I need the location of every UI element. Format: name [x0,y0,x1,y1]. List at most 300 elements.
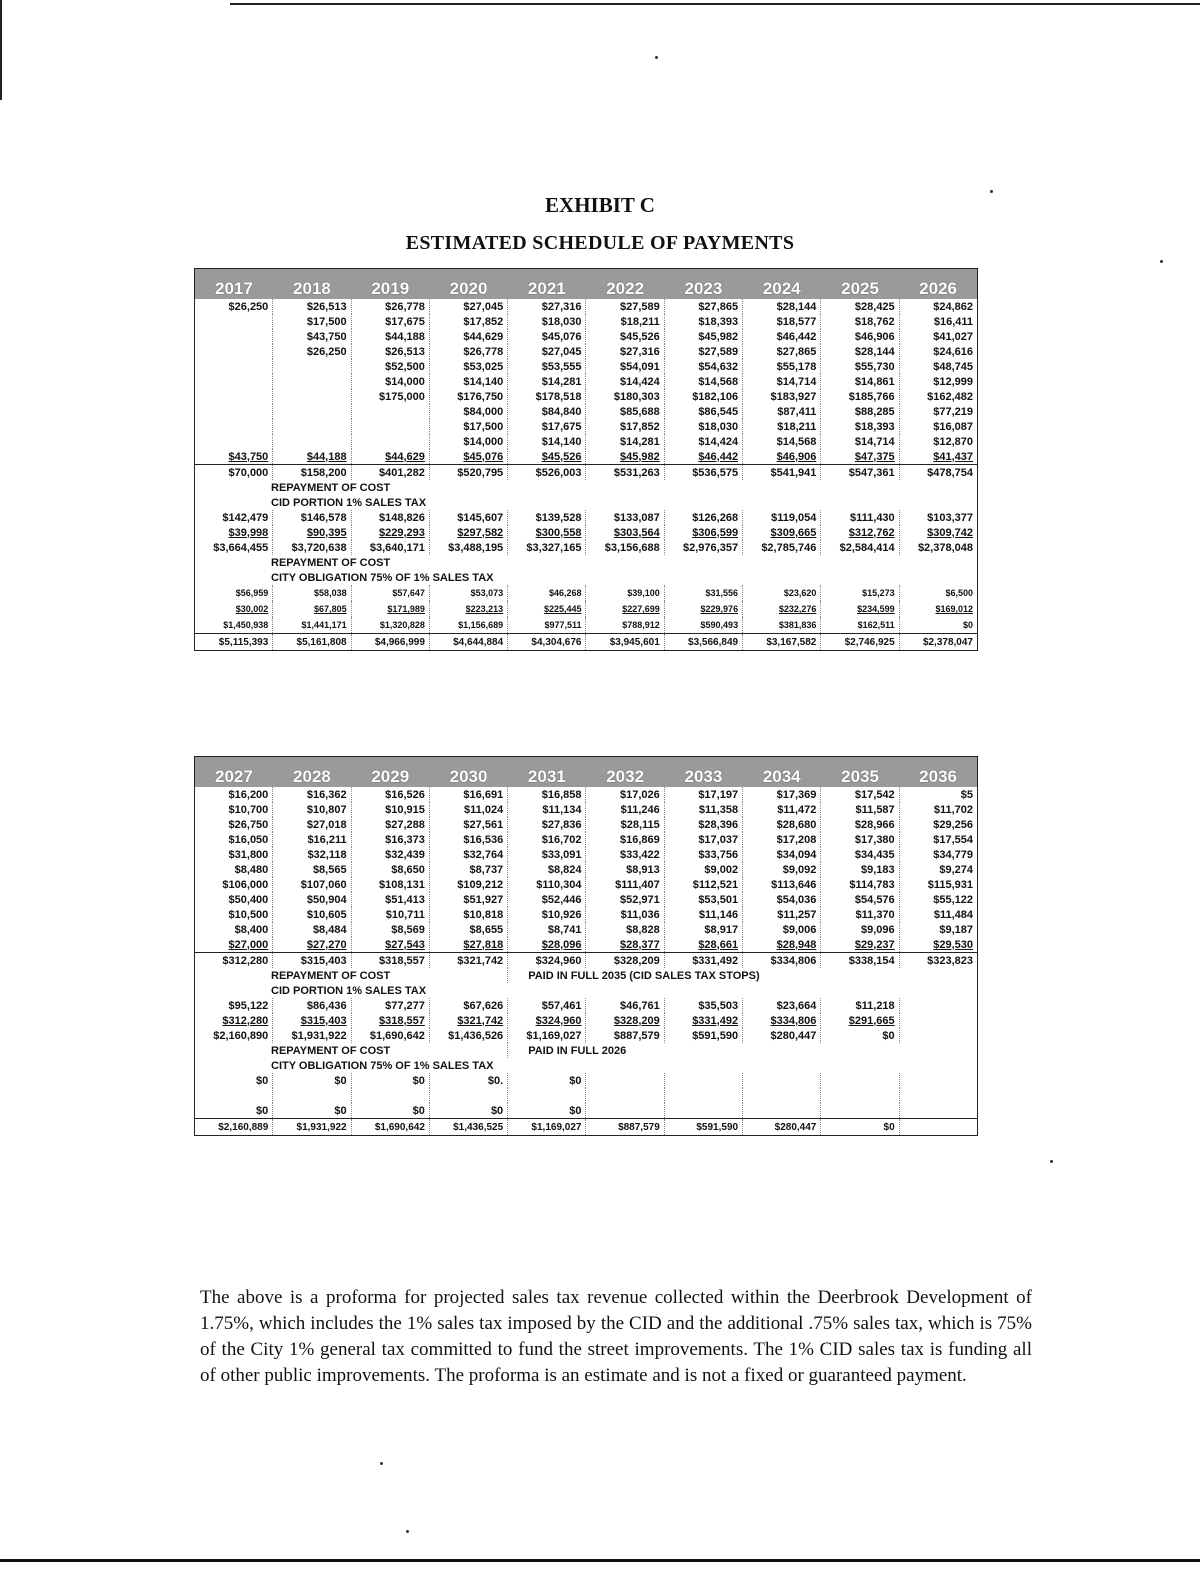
revenue-cell: $17,675 [351,314,429,329]
revenue-cell: $185,766 [821,389,899,404]
repayment-label-row [195,555,978,570]
revenue-cell: $26,513 [273,299,351,314]
city-cell: $15,273 [821,585,899,601]
cid-cell: $1,690,642 [351,1028,429,1043]
revenue-row [195,359,978,374]
balance-total-cell: $3,167,582 [743,634,821,651]
cid-cell: $146,578 [273,510,351,525]
year-header-cell: 2031 [508,757,586,788]
city-cell: $232,276 [743,601,821,617]
revenue-cell: $26,778 [429,344,507,359]
revenue-cell: $77,219 [899,404,977,419]
revenue-cell: $16,200 [195,787,273,802]
revenue-cell: $9,002 [664,862,742,877]
year-header-cell: 2035 [821,757,899,788]
revenue-cell: $52,971 [586,892,664,907]
revenue-cell: $29,256 [899,817,977,832]
balance-total-row [195,1119,978,1136]
revenue-cell: $84,000 [429,404,507,419]
cid-cell: $2,785,746 [743,540,821,555]
city-cell [743,1073,821,1088]
balance-total-cell: $1,436,525 [429,1119,507,1136]
cid-row [195,540,978,555]
cid-cell: $2,976,357 [664,540,742,555]
revenue-cell: $9,187 [899,922,977,937]
revenue-cell: $46,906 [743,449,821,465]
revenue-cell: $14,424 [586,374,664,389]
revenue-cell: $114,783 [821,877,899,892]
revenue-cell: $17,554 [899,832,977,847]
revenue-cell [195,314,273,329]
city-cell: $225,445 [508,601,586,617]
revenue-cell: $14,281 [508,374,586,389]
revenue-row [195,787,978,802]
revenue-row [195,374,978,389]
revenue-cell: $8,565 [273,862,351,877]
revenue-cell [273,389,351,404]
cid-cell: $77,277 [351,998,429,1013]
revenue-cell: $14,424 [664,434,742,449]
revenue-cell: $27,865 [743,344,821,359]
schedule-title: ESTIMATED SCHEDULE OF PAYMENTS [405,232,795,254]
revenue-cell: $175,000 [351,389,429,404]
revenue-cell: $9,096 [821,922,899,937]
revenue-cell: $182,106 [664,389,742,404]
revenue-cell: $14,568 [664,374,742,389]
year-header-cell: 2030 [429,757,507,788]
revenue-cell: $11,484 [899,907,977,922]
city-cell: $0 [195,1103,273,1119]
cid-cell: $591,590 [664,1028,742,1043]
city-cell: $169,012 [899,601,977,617]
revenue-cell: $11,134 [508,802,586,817]
revenue-cell: $84,840 [508,404,586,419]
city-cell: $0 [429,1103,507,1119]
revenue-cell: $18,762 [821,314,899,329]
annual-total-cell: $536,575 [664,465,742,481]
revenue-cell: $27,270 [273,937,351,953]
revenue-cell: $10,926 [508,907,586,922]
revenue-cell: $28,144 [821,344,899,359]
cid-cell: $324,960 [508,1013,586,1028]
city-row [195,617,978,634]
revenue-cell: $10,700 [195,802,273,817]
year-header-cell: 2028 [273,757,351,788]
revenue-cell: $51,413 [351,892,429,907]
annual-total-cell: $318,557 [351,953,429,969]
revenue-cell: $27,589 [586,299,664,314]
revenue-cell: $51,927 [429,892,507,907]
revenue-cell: $27,818 [429,937,507,953]
revenue-cell: $5 [899,787,977,802]
city-cell: $227,699 [586,601,664,617]
revenue-cell: $41,027 [899,329,977,344]
revenue-row [195,404,978,419]
revenue-cell: $176,750 [429,389,507,404]
balance-total-cell: $3,566,849 [664,634,742,651]
revenue-cell: $54,036 [743,892,821,907]
cid-cell: $57,461 [508,998,586,1013]
cid-cell: $306,599 [664,525,742,540]
revenue-cell: $26,778 [351,299,429,314]
revenue-cell: $16,536 [429,832,507,847]
city-cell: $171,989 [351,601,429,617]
revenue-cell: $26,750 [195,817,273,832]
city-cell: $0 [899,617,977,634]
year-header-cell: 2020 [429,269,507,300]
revenue-cell: $11,358 [664,802,742,817]
revenue-cell: $14,714 [821,434,899,449]
revenue-cell: $11,587 [821,802,899,817]
revenue-cell: $34,435 [821,847,899,862]
city-cell: $67,805 [273,601,351,617]
revenue-cell: $86,545 [664,404,742,419]
revenue-cell: $17,852 [429,314,507,329]
revenue-cell: $44,188 [351,329,429,344]
revenue-cell: $14,140 [508,434,586,449]
city-row [195,1103,978,1119]
balance-total-cell: $280,447 [743,1119,821,1136]
revenue-cell: $18,030 [664,419,742,434]
revenue-cell: $26,513 [351,344,429,359]
cid-cell: $1,931,922 [273,1028,351,1043]
balance-total-cell: $5,115,393 [195,634,273,651]
scan-speck [380,1462,383,1465]
city-cell [664,1073,742,1088]
revenue-cell [195,374,273,389]
city-cell [664,1103,742,1119]
revenue-cell: $107,060 [273,877,351,892]
revenue-row [195,847,978,862]
revenue-cell: $27,000 [195,937,273,953]
cid-cell [899,1013,977,1028]
cid-portion-label: CID PORTION 1% SALES TAX [195,983,978,998]
cid-cell: $0 [821,1028,899,1043]
revenue-cell: $27,288 [351,817,429,832]
revenue-cell: $53,025 [429,359,507,374]
annual-total-cell: $321,742 [429,953,507,969]
cid-cell: $111,430 [821,510,899,525]
revenue-cell: $11,257 [743,907,821,922]
revenue-cell: $45,076 [508,329,586,344]
payment-schedule-2017-2026 [194,268,978,651]
revenue-cell: $17,197 [664,787,742,802]
scan-edge-top [230,3,1200,5]
city-cell [899,1073,977,1088]
city-row [195,1073,978,1088]
revenue-cell: $10,605 [273,907,351,922]
city-cell [743,1103,821,1119]
revenue-cell: $45,982 [664,329,742,344]
balance-total-cell: $4,966,999 [351,634,429,651]
revenue-cell: $44,188 [273,449,351,465]
revenue-cell [273,374,351,389]
revenue-cell: $46,906 [821,329,899,344]
year-header-row [195,269,978,300]
city-cell: $0 [351,1073,429,1088]
revenue-cell: $31,800 [195,847,273,862]
annual-total-row [195,953,978,969]
revenue-cell: $28,680 [743,817,821,832]
city-cell: $1,156,689 [429,617,507,634]
revenue-cell: $17,542 [821,787,899,802]
revenue-row [195,344,978,359]
repayment-label: REPAYMENT OF COST [195,480,978,495]
revenue-cell: $45,982 [586,449,664,465]
city-cell: $1,320,828 [351,617,429,634]
revenue-cell: $8,569 [351,922,429,937]
cid-cell: $321,742 [429,1013,507,1028]
revenue-cell: $11,472 [743,802,821,817]
revenue-cell: $113,646 [743,877,821,892]
revenue-cell: $9,006 [743,922,821,937]
revenue-cell [195,419,273,434]
revenue-cell: $28,425 [821,299,899,314]
revenue-cell: $9,274 [899,862,977,877]
balance-total-cell: $2,160,889 [195,1119,273,1136]
city-cell: $53,073 [429,585,507,601]
revenue-row [195,907,978,922]
balance-total-cell: $2,378,047 [899,634,977,651]
revenue-cell: $115,931 [899,877,977,892]
revenue-cell: $8,480 [195,862,273,877]
city-cell: $0 [508,1103,586,1119]
city-cell: $0 [273,1073,351,1088]
revenue-cell: $29,237 [821,937,899,953]
revenue-cell [351,419,429,434]
balance-total-cell: $0 [821,1119,899,1136]
revenue-cell: $55,178 [743,359,821,374]
scan-speck [1160,260,1163,263]
annual-total-cell: $70,000 [195,465,273,481]
cid-cell: $3,488,195 [429,540,507,555]
annual-total-cell: $324,960 [508,953,586,969]
cid-cell: $229,293 [351,525,429,540]
annual-total-cell: $334,806 [743,953,821,969]
revenue-cell: $14,568 [743,434,821,449]
revenue-cell: $8,741 [508,922,586,937]
revenue-cell: $11,370 [821,907,899,922]
annual-total-cell: $401,282 [351,465,429,481]
city-obligation-label: CITY OBLIGATION 75% OF 1% SALES TAX [195,570,978,585]
revenue-cell: $24,616 [899,344,977,359]
city-cell: $23,620 [743,585,821,601]
cid-cell: $280,447 [743,1028,821,1043]
revenue-cell: $27,865 [664,299,742,314]
cid-cell: $67,626 [429,998,507,1013]
year-header-cell: 2026 [899,269,977,300]
revenue-cell: $10,915 [351,802,429,817]
revenue-row [195,299,978,314]
revenue-row [195,314,978,329]
city-cell [586,1073,664,1088]
revenue-cell: $55,730 [821,359,899,374]
revenue-cell: $11,246 [586,802,664,817]
cid-cell: $103,377 [899,510,977,525]
revenue-cell: $8,484 [273,922,351,937]
balance-total-cell: $591,590 [664,1119,742,1136]
cid-cell: $309,665 [743,525,821,540]
cid-cell: $2,160,890 [195,1028,273,1043]
revenue-cell: $16,858 [508,787,586,802]
revenue-cell [273,419,351,434]
scan-speck [655,56,658,59]
cid-cell: $133,087 [586,510,664,525]
revenue-cell: $28,948 [743,937,821,953]
revenue-cell: $16,211 [273,832,351,847]
cid-cell: $3,327,165 [508,540,586,555]
city-cell: $46,268 [508,585,586,601]
revenue-cell: $10,818 [429,907,507,922]
revenue-cell: $8,917 [664,922,742,937]
city-cell: $39,100 [586,585,664,601]
revenue-cell: $17,037 [664,832,742,847]
revenue-cell: $18,393 [821,419,899,434]
balance-total-cell: $5,161,808 [273,634,351,651]
scan-edge-left [0,0,2,100]
revenue-cell: $53,501 [664,892,742,907]
annual-total-cell: $526,003 [508,465,586,481]
cid-cell: $95,122 [195,998,273,1013]
cid-cell: $139,528 [508,510,586,525]
revenue-cell: $112,521 [664,877,742,892]
year-header-cell: 2019 [351,269,429,300]
annual-total-cell: $312,280 [195,953,273,969]
year-header-cell: 2027 [195,757,273,788]
annual-total-cell: $547,361 [821,465,899,481]
scan-speck [990,190,993,193]
revenue-cell: $17,852 [586,419,664,434]
revenue-cell: $16,869 [586,832,664,847]
revenue-cell: $46,442 [743,329,821,344]
revenue-cell: $45,526 [586,329,664,344]
revenue-cell: $8,737 [429,862,507,877]
revenue-cell: $33,756 [664,847,742,862]
cid-row [195,510,978,525]
revenue-cell: $27,561 [429,817,507,832]
revenue-cell: $52,500 [351,359,429,374]
revenue-cell: $87,411 [743,404,821,419]
revenue-cell: $45,076 [429,449,507,465]
revenue-cell [273,359,351,374]
revenue-cell: $14,000 [351,374,429,389]
city-cell [273,1088,351,1103]
revenue-cell: $17,500 [273,314,351,329]
revenue-cell: $28,661 [664,937,742,953]
revenue-cell: $17,380 [821,832,899,847]
city-cell: $1,450,938 [195,617,273,634]
revenue-cell: $17,026 [586,787,664,802]
revenue-row [195,419,978,434]
cid-cell: $11,218 [821,998,899,1013]
cid-portion-label: CID PORTION 1% SALES TAX [195,495,978,510]
revenue-cell [195,389,273,404]
revenue-cell: $18,211 [586,314,664,329]
revenue-cell: $12,999 [899,374,977,389]
revenue-cell: $53,555 [508,359,586,374]
revenue-cell: $162,482 [899,389,977,404]
revenue-cell: $180,303 [586,389,664,404]
revenue-cell: $106,000 [195,877,273,892]
year-header-cell: 2032 [586,757,664,788]
revenue-cell: $16,691 [429,787,507,802]
cid-cell: $145,607 [429,510,507,525]
city-cell: $0 [273,1103,351,1119]
revenue-cell: $8,400 [195,922,273,937]
annual-total-cell: $331,492 [664,953,742,969]
cid-cell [899,1028,977,1043]
revenue-row [195,389,978,404]
city-row [195,1088,978,1103]
cid-cell: $328,209 [586,1013,664,1028]
balance-total-cell: $4,304,676 [508,634,586,651]
city-cell [429,1088,507,1103]
cid-cell: $142,479 [195,510,273,525]
scan-edge-bottom [0,1559,1200,1562]
revenue-cell: $16,702 [508,832,586,847]
annual-total-cell: $531,263 [586,465,664,481]
cid-cell: $318,557 [351,1013,429,1028]
cid-portion-label-row [195,983,978,998]
balance-total-cell: $1,169,027 [508,1119,586,1136]
revenue-cell: $54,632 [664,359,742,374]
revenue-cell: $34,779 [899,847,977,862]
cid-cell: $2,584,414 [821,540,899,555]
revenue-row [195,449,978,465]
year-header-cell: 2029 [351,757,429,788]
revenue-cell [195,404,273,419]
revenue-row [195,817,978,832]
city-cell: $234,599 [821,601,899,617]
repayment-label-row [195,968,978,983]
revenue-cell: $27,316 [586,344,664,359]
revenue-cell [195,329,273,344]
annual-total-cell: $541,941 [743,465,821,481]
revenue-cell: $50,904 [273,892,351,907]
cid-cell: $35,503 [664,998,742,1013]
balance-total-row [195,634,978,651]
revenue-cell [195,344,273,359]
repayment-label: REPAYMENT OF COST [195,555,978,570]
year-header-cell: 2021 [508,269,586,300]
city-cell: $57,647 [351,585,429,601]
revenue-cell: $16,526 [351,787,429,802]
cid-cell: $126,268 [664,510,742,525]
revenue-cell: $14,140 [429,374,507,389]
city-cell [351,1088,429,1103]
balance-total-cell: $1,931,922 [273,1119,351,1136]
revenue-cell: $33,422 [586,847,664,862]
revenue-row [195,832,978,847]
revenue-cell: $45,526 [508,449,586,465]
year-header-cell: 2034 [743,757,821,788]
revenue-cell: $28,396 [664,817,742,832]
repayment-label: REPAYMENT OF COST [195,968,508,983]
revenue-cell: $10,711 [351,907,429,922]
revenue-cell: $43,750 [273,329,351,344]
revenue-cell: $178,518 [508,389,586,404]
city-cell: $30,002 [195,601,273,617]
proforma-explanation: The above is a proforma for projected sales tax revenue collected within the Deerbrook Development of 1.75%, which includes the 1% sales tax imposed by the CID and the additional .75% sales tax, which is 75% of the City 1% general tax committed to fund the street improvements. The 1% CID sales tax is funding all of other public improvements. The proforma is an estimate and is not a fixed or guaranteed payment. [200,1287,1032,1386]
revenue-cell: $43,750 [195,449,273,465]
revenue-cell: $110,304 [508,877,586,892]
revenue-cell: $44,629 [351,449,429,465]
annual-total-cell: $478,754 [899,465,977,481]
revenue-cell: $24,862 [899,299,977,314]
paid-in-full-note: PAID IN FULL 2026 [508,1043,978,1058]
revenue-cell [351,434,429,449]
revenue-cell: $16,411 [899,314,977,329]
